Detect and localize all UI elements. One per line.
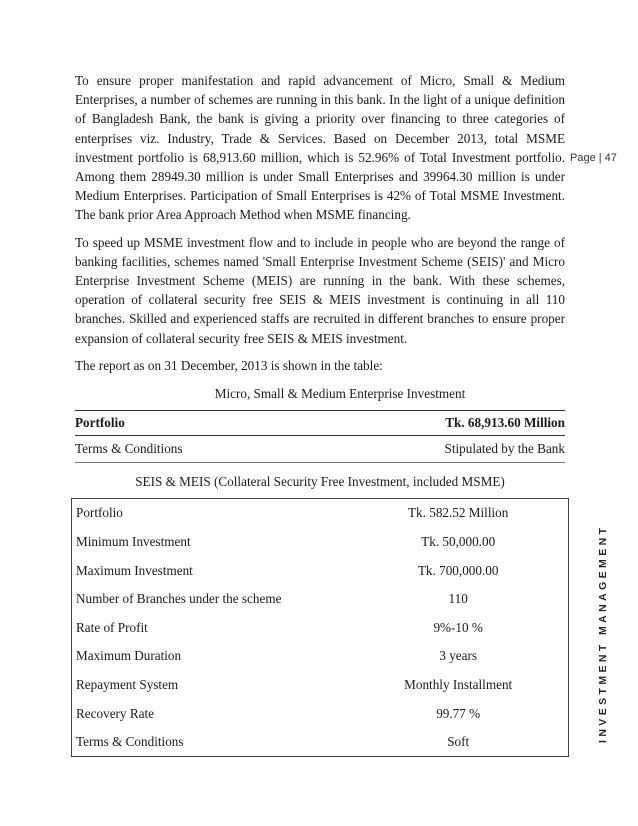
table-cell-label: Portfolio <box>76 505 123 521</box>
table-cell-label: Minimum Investment <box>76 533 191 549</box>
table-cell-label: Maximum Duration <box>76 648 182 664</box>
paragraph-msme-overview: To ensure proper manifestation and rapid advancement of Micro, Small & Medium Enterprises, a number of schemes are running in this bank. In the light of a unique definition of Bangladesh Bank, the bank is giving a priority over financing to three categories of enterprises viz. Industry, Trade & Services. Based on December 2013, total MSME investment portfolio is 68,913.60 million, which is 52.96% of Total Investment portfolio. Among them 28949.30 million is under Small Enterprises and 39964.30 million is under Medium Enterprises. Participation of Small Enterprises is 42% of Total MSME Investment. The bank prior Area Approach Method when MSME financing. <box>75 73 565 223</box>
table-cell-value: 110 <box>448 591 468 607</box>
table-cell-value: 3 years <box>439 648 478 664</box>
table-cell-value: Soft <box>447 734 470 750</box>
table-cell-label: Terms & Conditions <box>76 734 184 750</box>
table-row <box>72 642 569 671</box>
table-cell-value: Stipulated by the Bank <box>306 436 565 463</box>
table-cell-label: Recovery Rate <box>76 705 154 721</box>
page-number: Page | 47 <box>570 152 617 164</box>
table-row <box>72 585 569 614</box>
table-cell-value: Tk. 700,000.00 <box>417 562 499 578</box>
section-side-title: INVESTMENT MANAGEMENT <box>597 524 609 743</box>
table-header-label: Portfolio <box>75 411 306 436</box>
table1-caption: Micro, Small & Medium Enterprise Investment <box>214 386 466 402</box>
table-cell-value: Monthly Installment <box>404 676 513 692</box>
msme-investment-table <box>75 410 565 463</box>
table2-caption: SEIS & MEIS (Collateral Security Free Investment, included MSME) <box>135 474 505 490</box>
table-row <box>75 436 565 463</box>
table-row <box>72 699 569 728</box>
table-cell-value: Tk. 50,000.00 <box>421 533 496 549</box>
table-cell-label: Terms & Conditions <box>75 436 306 463</box>
table-cell-label: Repayment System <box>76 676 179 692</box>
table-cell-value: 99.77 % <box>436 705 481 721</box>
table-cell-value: Tk. 582.52 Million <box>407 505 509 521</box>
table-row <box>72 556 569 585</box>
paragraph-report-intro: The report as on 31 December, 2013 is shown in the table: <box>75 357 383 373</box>
table-row <box>72 671 569 700</box>
paragraph-seis-meis: To speed up MSME investment flow and to include in people who are beyond the range of banking facilities, schemes named 'Small Enterprise Investment Scheme (SEIS)' and Micro Enterprise Investment Scheme (MEIS) are running in the bank. With these schemes, operation of collateral security free SEIS & MEIS investment is continuing in all 110 branches. Skilled and experienced staffs are recruited in different branches to ensure proper expansion of collateral security free SEIS & MEIS investment. <box>75 234 565 346</box>
table-cell-label: Maximum Investment <box>76 562 193 578</box>
table-header-value: Tk. 68,913.60 Million <box>306 411 565 436</box>
table-row <box>72 613 569 642</box>
table-cell-value: 9%-10 % <box>433 619 483 635</box>
table-row <box>72 728 569 757</box>
table-row <box>72 528 569 557</box>
table-cell-label: Rate of Profit <box>76 619 148 635</box>
table-row <box>72 499 569 528</box>
seis-meis-table <box>71 498 569 757</box>
table-header-row <box>75 411 565 436</box>
table-cell-label: Number of Branches under the scheme <box>76 591 282 607</box>
page-content <box>75 71 565 757</box>
